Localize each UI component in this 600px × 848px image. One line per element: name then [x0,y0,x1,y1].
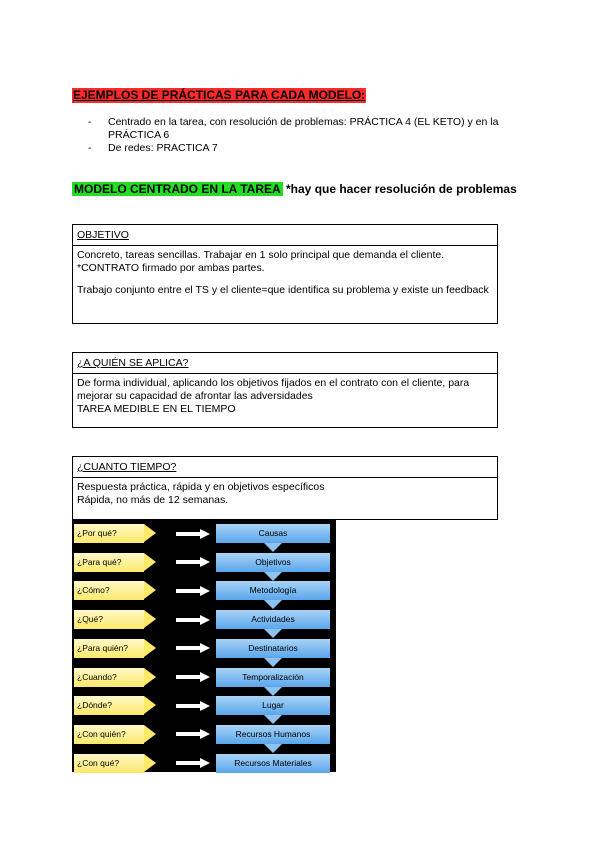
question-tag [74,754,166,773]
answer-label: Destinatarios [216,639,330,658]
bullet-dash: - [88,142,92,154]
aquien-line: TAREA MEDIBLE EN EL TIEMPO [77,403,236,415]
arrow-right-icon [176,672,210,682]
list-item [88,142,538,155]
list-item-text: De redes: PRACTICA 7 [108,142,218,154]
arrow-right-icon [176,729,210,739]
question-label: ¿Dónde? [74,696,144,715]
arrow-down-icon [264,744,282,753]
question-tag-tip [144,524,156,542]
question-tag-tip [144,696,156,714]
question-tag-tip [144,725,156,743]
question-tag [74,668,166,687]
question-tag-tip [144,553,156,571]
objetivo-box [72,224,498,324]
objetivo-line: *CONTRATO firmado por ambas partes. [77,262,265,274]
cuanto-line: Rápida, no más de 12 semanas. [77,494,229,506]
arrow-down-icon [264,629,282,638]
answer-label: Objetivos [216,553,330,572]
arrow-right-icon [176,758,210,768]
bullet-dash: - [88,116,92,128]
answer-label: Recursos Humanos [216,725,330,744]
aquien-body [73,374,497,419]
question-label: ¿Qué? [74,610,144,629]
aquien-line: De forma individual, aplicando los objetivos fijados en el contrato con el cliente, para mejorar su capacidad de afrontar las adversidades [77,377,470,402]
arrow-right-icon [176,615,210,625]
arrow-down-icon [264,572,282,581]
question-tag [74,553,166,572]
cuanto-box [72,456,498,520]
answer-label: Temporalización [216,668,330,687]
question-tag [74,696,166,715]
question-tag [74,725,166,744]
model-heading-highlight: MODELO CENTRADO EN LA TAREA [74,182,281,196]
model-heading [72,182,517,197]
question-label: ¿Cómo? [74,581,144,600]
question-tag-tip [144,754,156,772]
examples-list [88,116,538,155]
list-item-text: Centrado en la tarea, con resolución de problemas: PRÁCTICA 4 (EL KETO) y en la PRÁCTICA 6 [108,116,499,141]
question-tag-tip [144,581,156,599]
question-label: ¿Cuando? [74,668,144,687]
question-label: ¿Con quién? [74,725,144,744]
list-item [88,116,538,142]
answer-label: Metodología [216,581,330,600]
question-tag [74,610,166,629]
cuanto-title: ¿CUANTO TIEMPO? [73,457,497,478]
arrow-down-icon [264,600,282,609]
objetivo-line: Trabajo conjunto entre el TS y el cliente=que identifica su problema y existe un feedback [77,284,489,296]
planning-diagram [72,520,336,772]
objetivo-body [73,246,497,300]
question-tag-tip [144,639,156,657]
cuanto-body [73,478,497,510]
answer-label: Actividades [216,610,330,629]
aquien-title: ¿A QUIÉN SE APLICA? [73,353,497,374]
question-tag-tip [144,668,156,686]
answer-label: Recursos Materiales [216,754,330,773]
question-label: ¿Con qué? [74,754,144,773]
objetivo-title: OBJETIVO [73,225,497,246]
arrow-down-icon [264,543,282,552]
answer-label: Lugar [216,696,330,715]
arrow-right-icon [176,701,210,711]
answer-label: Causas [216,524,330,543]
question-tag [74,639,166,658]
question-tag [74,524,166,543]
arrow-right-icon [176,586,210,596]
question-label: ¿Para qué? [74,553,144,572]
arrow-right-icon [176,529,210,539]
arrow-down-icon [264,715,282,724]
model-heading-note: *hay que hacer resolución de problemas [282,182,517,196]
objetivo-line: Concreto, tareas sencillas. Trabajar en 1 solo principal que demanda el cliente. [77,249,445,261]
question-label: ¿Para quién? [74,639,144,658]
question-tag-tip [144,610,156,628]
arrow-right-icon [176,557,210,567]
arrow-right-icon [176,643,210,653]
question-tag [74,581,166,600]
aquien-box [72,352,498,428]
arrow-down-icon [264,658,282,667]
question-label: ¿Por qué? [74,524,144,543]
cuanto-line: Respuesta práctica, rápida y en objetivos específicos [77,481,325,493]
examples-heading: EJEMPLOS DE PRÁCTICAS PARA CADA MODELO: [73,88,366,102]
arrow-down-icon [264,687,282,696]
